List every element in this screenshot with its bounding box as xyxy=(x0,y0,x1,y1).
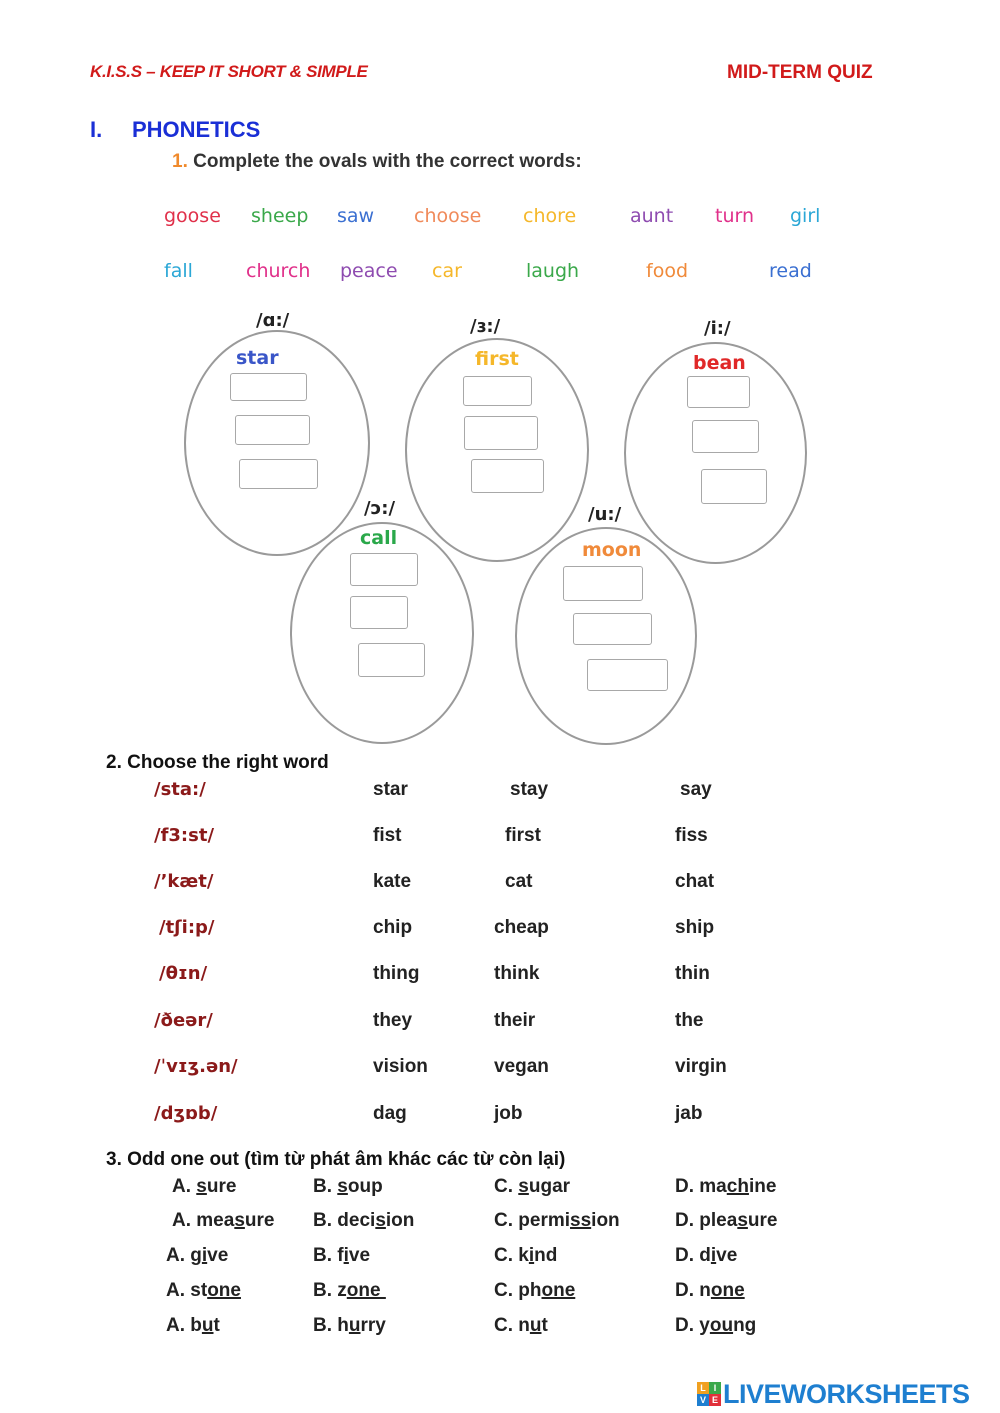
oval-er xyxy=(405,338,589,562)
q3-underlined-sound: u xyxy=(529,1315,542,1336)
q2-option[interactable]: think xyxy=(494,963,540,984)
q3-option-prefix: D. plea xyxy=(675,1210,738,1231)
q3-underlined-sound: u xyxy=(201,1315,214,1336)
oval-ipa: /ɑ:/ xyxy=(256,310,290,331)
q3-underlined-sound: one xyxy=(207,1280,241,1301)
q3-option-prefix: C. permi xyxy=(494,1210,571,1231)
q2-option[interactable]: cheap xyxy=(494,917,549,938)
q3-underlined-sound: s xyxy=(234,1210,245,1231)
q2-option[interactable]: chat xyxy=(675,871,715,892)
q2-option[interactable]: cat xyxy=(505,871,533,892)
q3-option[interactable] xyxy=(494,1315,548,1337)
section-title: PHONETICS xyxy=(132,117,261,142)
q3-option[interactable] xyxy=(494,1245,557,1267)
q3-underlined-sound: s xyxy=(337,1176,348,1197)
q2-ipa: /θɪn/ xyxy=(159,963,208,984)
q3-underlined-sound: i xyxy=(201,1245,208,1266)
q3-option[interactable] xyxy=(313,1176,383,1198)
q1-instruction: Complete the ovals with the correct words: xyxy=(193,151,582,172)
answer-box[interactable] xyxy=(358,643,425,677)
answer-box[interactable] xyxy=(587,659,668,691)
oval-example: star xyxy=(236,347,279,369)
q2-option[interactable]: dag xyxy=(373,1103,407,1124)
q3-option-suffix: t xyxy=(213,1315,220,1336)
q3-option-prefix: A. g xyxy=(166,1245,202,1266)
oval-example: call xyxy=(360,527,398,549)
answer-box[interactable] xyxy=(464,416,538,450)
q3-option-suffix: ugar xyxy=(528,1176,571,1197)
bank-word[interactable]: food xyxy=(646,260,688,282)
bank-word[interactable]: turn xyxy=(715,205,755,227)
q2-option[interactable]: they xyxy=(373,1010,413,1031)
header-title: K.I.S.S – KEEP IT SHORT & SIMPLE xyxy=(90,62,368,81)
oval-ipa: /ɜ:/ xyxy=(470,316,501,337)
q3-underlined-sound: s xyxy=(375,1210,386,1231)
bank-word[interactable]: car xyxy=(432,260,462,282)
q3-option-prefix: B. z xyxy=(313,1280,347,1301)
q3-option-suffix: t xyxy=(541,1315,548,1336)
q3-option-suffix: rry xyxy=(360,1315,386,1336)
answer-box[interactable] xyxy=(687,376,750,408)
q2-option[interactable]: ship xyxy=(675,917,715,938)
q3-option-suffix: ine xyxy=(748,1176,777,1197)
answer-box[interactable] xyxy=(471,459,544,493)
q3-option[interactable] xyxy=(675,1280,745,1302)
q3-option-prefix: B. f xyxy=(313,1245,344,1266)
logo-mark-letter: V xyxy=(697,1394,709,1406)
bank-word[interactable]: saw xyxy=(337,205,375,227)
q1-title xyxy=(172,151,582,173)
q3-underlined-sound: i xyxy=(528,1245,535,1266)
bank-word[interactable]: girl xyxy=(790,205,821,227)
q3-underlined-sound: one xyxy=(541,1280,576,1301)
q3-underlined-sound: i xyxy=(710,1245,717,1266)
answer-box[interactable] xyxy=(239,459,318,489)
q2-option[interactable]: stay xyxy=(510,779,549,800)
q2-ipa: /dʒɒb/ xyxy=(154,1103,218,1124)
q3-option[interactable] xyxy=(494,1176,570,1198)
bank-word[interactable]: choose xyxy=(414,205,482,227)
q2-option[interactable]: fiss xyxy=(675,825,708,846)
q3-option-prefix: A. b xyxy=(166,1315,202,1336)
q3-option[interactable] xyxy=(166,1245,228,1267)
q2-option[interactable]: job xyxy=(494,1103,523,1124)
q3-option[interactable] xyxy=(675,1210,777,1232)
bank-word[interactable]: peace xyxy=(340,260,398,282)
bank-word[interactable]: fall xyxy=(164,260,193,282)
q2-option[interactable]: vegan xyxy=(494,1056,549,1077)
q3-option-prefix: D. y xyxy=(675,1315,710,1336)
answer-box[interactable] xyxy=(350,553,418,586)
q2-option[interactable]: fist xyxy=(373,825,402,846)
q3-option-prefix: C. k xyxy=(494,1245,529,1266)
q3-underlined-sound: i xyxy=(343,1245,349,1266)
oval-ipa: /u:/ xyxy=(588,504,622,525)
q3-option-suffix: ure xyxy=(747,1210,778,1231)
q3-underlined-sound: ou xyxy=(709,1315,734,1336)
q3-option-prefix: D. n xyxy=(675,1280,711,1301)
answer-box[interactable] xyxy=(701,469,767,504)
q3-option-suffix: ure xyxy=(206,1176,237,1197)
q3-underlined-sound: one xyxy=(710,1280,745,1301)
q3-option-prefix: D. d xyxy=(675,1245,711,1266)
q2-ipa: /f3:st/ xyxy=(154,825,215,846)
section-number: I. xyxy=(90,117,103,142)
answer-box[interactable] xyxy=(573,613,652,645)
q2-option[interactable]: star xyxy=(373,779,408,800)
q3-underlined-sound: s xyxy=(518,1176,529,1197)
q3-option-suffix: ve xyxy=(348,1245,371,1266)
q3-option-suffix: ure xyxy=(244,1210,275,1231)
answer-box[interactable] xyxy=(463,376,532,406)
q3-option[interactable] xyxy=(494,1210,620,1232)
q3-underlined-sound: ch xyxy=(726,1176,749,1197)
oval-example: bean xyxy=(693,352,746,374)
answer-box[interactable] xyxy=(350,596,408,629)
q1-number: 1. xyxy=(172,151,188,172)
q3-option[interactable] xyxy=(494,1280,575,1302)
q2-title: 2. Choose the right word xyxy=(106,752,329,773)
bank-word[interactable]: church xyxy=(246,260,311,282)
logo-mark-icon xyxy=(697,1382,721,1406)
q3-option-suffix: oup xyxy=(347,1176,383,1197)
q3-option[interactable] xyxy=(172,1176,236,1198)
q3-option-suffix: nd xyxy=(534,1245,558,1266)
q3-option-prefix: A. st xyxy=(166,1280,208,1301)
q3-option-prefix: B. h xyxy=(313,1315,349,1336)
answer-box[interactable] xyxy=(235,415,310,445)
q3-option[interactable] xyxy=(675,1315,756,1337)
q3-option[interactable] xyxy=(166,1315,220,1337)
q3-option-suffix: ve xyxy=(716,1245,738,1266)
q3-underlined-sound: u xyxy=(348,1315,361,1336)
q3-option[interactable] xyxy=(313,1210,414,1232)
q3-option[interactable] xyxy=(166,1280,241,1302)
q2-option[interactable]: thing xyxy=(373,963,420,984)
q3-underlined-sound: ss xyxy=(570,1210,592,1231)
bank-word[interactable]: laugh xyxy=(526,260,580,282)
q3-option[interactable] xyxy=(313,1280,386,1302)
q3-option-prefix: B. deci xyxy=(313,1210,376,1231)
bank-word[interactable]: aunt xyxy=(630,205,674,227)
oval-ipa: /i:/ xyxy=(704,318,731,339)
bank-word[interactable]: sheep xyxy=(251,205,309,227)
q3-option[interactable] xyxy=(675,1176,776,1198)
q3-option-prefix: C. xyxy=(494,1176,519,1197)
q3-option-prefix: B. xyxy=(313,1176,338,1197)
q2-option[interactable]: jab xyxy=(675,1103,703,1124)
q3-option-prefix: A. mea xyxy=(172,1210,235,1231)
q3-option-prefix: C. ph xyxy=(494,1280,542,1301)
q3-option[interactable] xyxy=(313,1315,386,1337)
q3-option-suffix: ve xyxy=(207,1245,229,1266)
oval-example: moon xyxy=(582,539,642,561)
bank-word[interactable]: goose xyxy=(164,205,221,227)
q2-ipa: /tʃi:p/ xyxy=(159,917,215,938)
q2-option[interactable]: first xyxy=(505,825,541,846)
answer-box[interactable] xyxy=(692,420,759,453)
q3-option[interactable] xyxy=(313,1245,370,1267)
liveworksheets-logo xyxy=(697,1377,970,1411)
logo-mark-letter: E xyxy=(709,1394,721,1406)
q3-option-suffix: ion xyxy=(591,1210,620,1231)
q3-underlined-sound: one xyxy=(346,1280,386,1301)
q3-option-suffix: ion xyxy=(385,1210,415,1231)
bank-word[interactable]: chore xyxy=(523,205,577,227)
q2-ipa: /ˈvɪʒ.ən/ xyxy=(154,1056,238,1077)
q3-option[interactable] xyxy=(675,1245,737,1267)
q3-option[interactable] xyxy=(172,1210,274,1232)
quiz-title: MID-TERM QUIZ xyxy=(727,62,873,83)
q2-option[interactable]: chip xyxy=(373,917,413,938)
q2-option[interactable]: the xyxy=(675,1010,704,1031)
answer-box[interactable] xyxy=(230,373,307,401)
oval-ipa: /ɔ:/ xyxy=(364,498,396,519)
q2-option[interactable]: thin xyxy=(675,963,710,984)
q3-underlined-sound: s xyxy=(737,1210,748,1231)
q3-underlined-sound: s xyxy=(196,1176,207,1197)
q2-option[interactable]: kate xyxy=(373,871,412,892)
oval-example: first xyxy=(475,348,519,370)
q2-option[interactable]: their xyxy=(494,1010,536,1031)
q3-option-suffix: ng xyxy=(733,1315,757,1336)
bank-word[interactable]: read xyxy=(769,260,812,282)
logo-text: LIVEWORKSHEETS xyxy=(723,1378,970,1409)
q3-title: 3. Odd one out (tìm từ phát âm khác các từ còn lại) xyxy=(106,1149,566,1170)
q2-ipa: /sta:/ xyxy=(154,779,206,800)
q3-option-prefix: D. ma xyxy=(675,1176,727,1197)
q2-ipa: /’kæt/ xyxy=(154,871,214,892)
q2-option[interactable]: virgin xyxy=(675,1056,727,1077)
q2-option[interactable]: say xyxy=(680,779,712,800)
q3-option-prefix: C. n xyxy=(494,1315,530,1336)
logo-mark-letter: I xyxy=(709,1382,721,1394)
logo-mark-letter: L xyxy=(697,1382,709,1394)
q2-ipa: /ðeər/ xyxy=(154,1010,213,1031)
answer-box[interactable] xyxy=(563,566,643,601)
q2-option[interactable]: vision xyxy=(373,1056,428,1077)
q3-option-prefix: A. xyxy=(172,1176,197,1197)
